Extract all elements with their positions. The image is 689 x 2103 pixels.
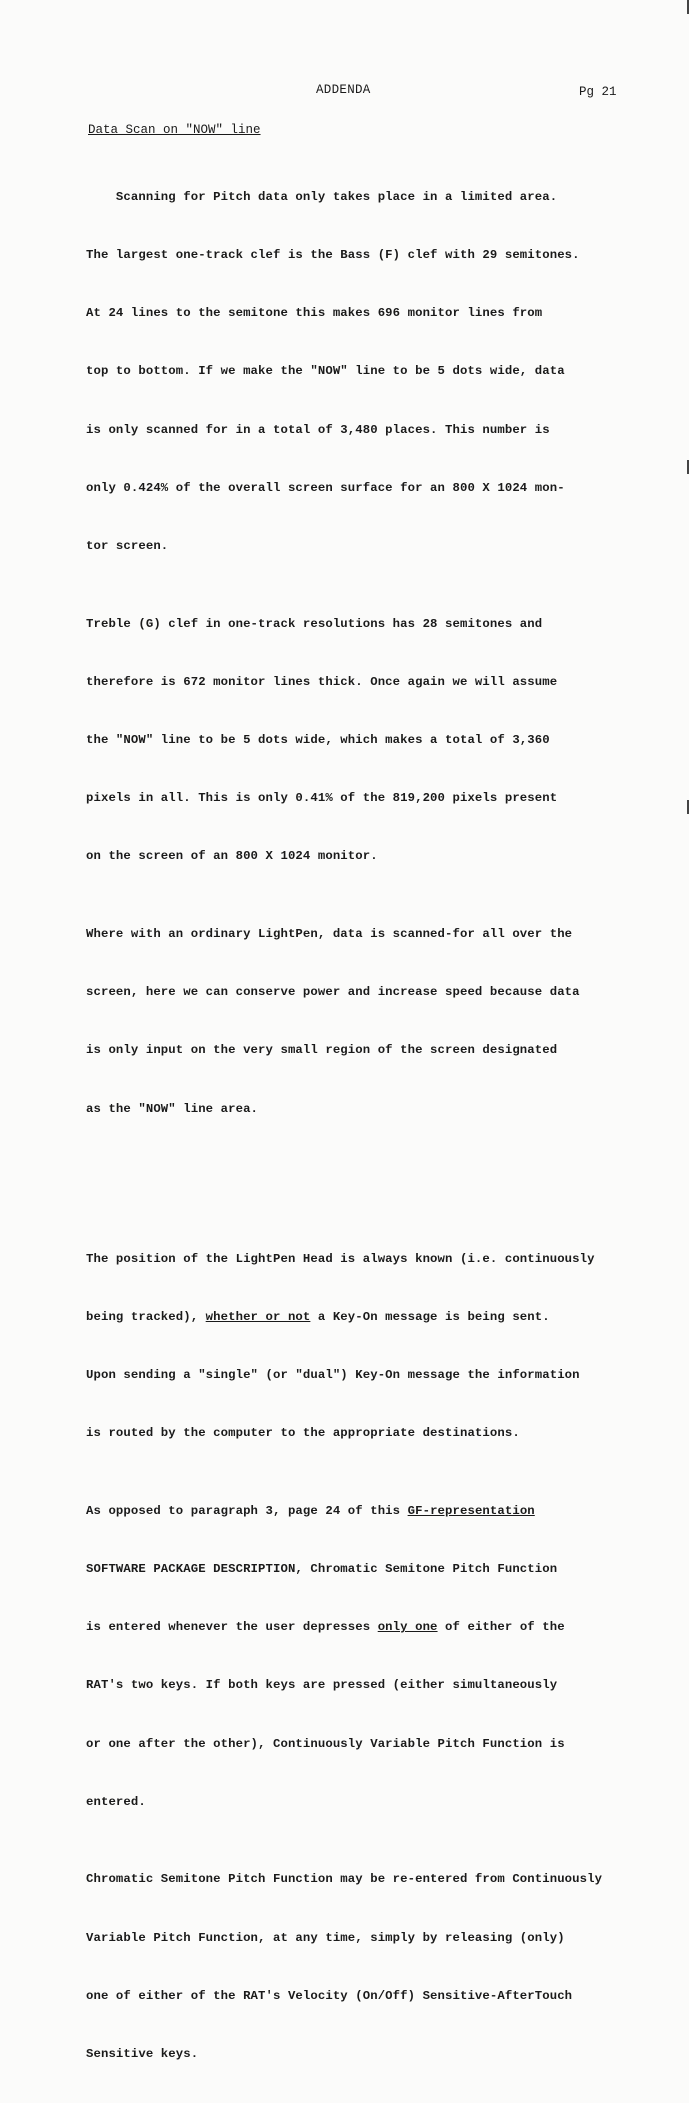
text-line (86, 1618, 656, 1637)
text-line: top to bottom. If we make the "NOW" line to be 5 dots wide, data (86, 364, 565, 379)
text-line: At 24 lines to the semitone this makes 696 monitor lines from (86, 306, 543, 321)
text-line: Treble (G) clef in one-track resolutions has 28 semitones and (86, 616, 543, 631)
document-body (86, 149, 656, 2103)
text-line: Chromatic Semitone Pitch Function may be re-entered from Continuously (86, 1872, 603, 1887)
underlined-phrase: whether or not (205, 1309, 311, 1324)
text-line: pixels in all. This is only 0.41% of the 819,200 pixels present (86, 791, 558, 806)
text-line: screen, here we can conserve power and increase speed because data (86, 985, 580, 1000)
text-segment: is entered whenever the user depresses (86, 1620, 378, 1635)
text-segment: being tracked), (86, 1309, 206, 1324)
text-line: Upon sending a "single" (or "dual") Key-On message the information (86, 1367, 580, 1382)
text-line: tor screen. (86, 539, 169, 554)
text-line: The position of the LightPen Head is always known (i.e. continuously (86, 1251, 595, 1266)
text-segment: a Key-On message is being sent. (310, 1309, 550, 1324)
text-line: RAT's two keys. If both keys are pressed (either simultaneously (86, 1678, 558, 1693)
underlined-phrase: only one (377, 1620, 438, 1635)
text-segment: of either of the (437, 1620, 565, 1635)
page-number: Pg 21 (579, 85, 617, 99)
text-line: Scanning for Pitch data only takes place in a limited area. (86, 189, 558, 204)
text-line: Variable Pitch Function, at any time, simply by releasing (only) (86, 1930, 565, 1945)
text-line: is routed by the computer to the appropriate destinations. (86, 1426, 520, 1441)
text-line: as the "NOW" line area. (86, 1101, 259, 1116)
section-heading: Data Scan on "NOW" line (88, 123, 261, 137)
text-line: entered. (86, 1794, 146, 1809)
text-line: is only scanned for in a total of 3,480 places. This number is (86, 422, 550, 437)
text-line: the "NOW" line to be 5 dots wide, which makes a total of 3,360 (86, 733, 550, 748)
underlined-phrase: GF-representation (407, 1503, 535, 1518)
text-segment: As opposed to paragraph 3, page 24 of this (86, 1503, 408, 1518)
text-line: SOFTWARE PACKAGE DESCRIPTION, Chromatic Semitone Pitch Function (86, 1561, 558, 1576)
text-line: Sensitive keys. (86, 2046, 199, 2061)
text-line: therefore is 672 monitor lines thick. Once again we will assume (86, 674, 558, 689)
text-line (86, 1502, 656, 1521)
text-line (86, 1308, 656, 1327)
text-line: is only input on the very small region of the screen designated (86, 1043, 558, 1058)
text-line: one of either of the RAT's Velocity (On/Off) Sensitive-AfterTouch (86, 1988, 573, 2003)
text-line: only 0.424% of the overall screen surface for an 800 X 1024 mon- (86, 480, 565, 495)
text-line: on the screen of an 800 X 1024 monitor. (86, 849, 378, 864)
text-line: or one after the other), Continuously Variable Pitch Function is (86, 1736, 565, 1751)
header-title: ADDENDA (316, 83, 371, 97)
paragraph-gap (86, 1177, 656, 1191)
text-line: The largest one-track clef is the Bass (F) clef with 29 semitones. (86, 248, 580, 263)
text-line: Where with an ordinary LightPen, data is scanned-for all over the (86, 927, 573, 942)
